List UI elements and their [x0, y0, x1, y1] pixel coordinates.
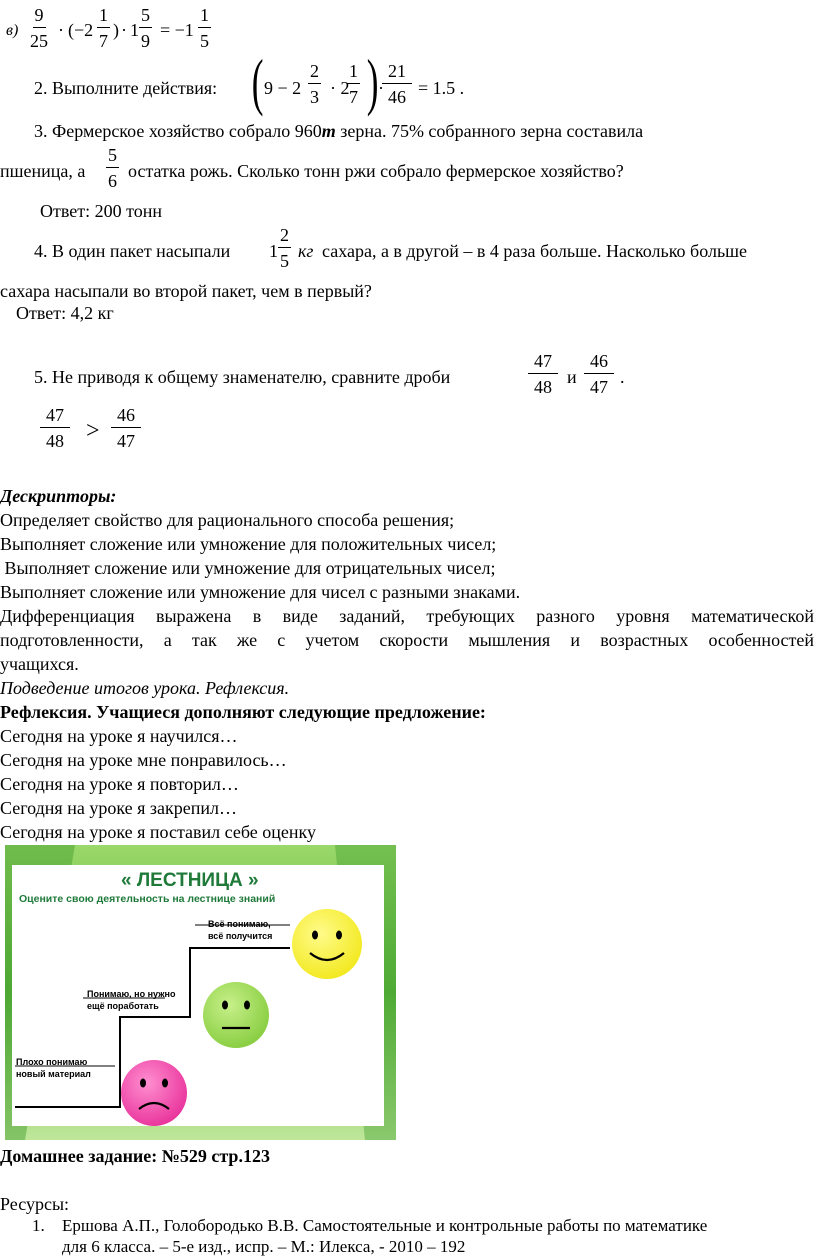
section-heading: Ресурсы:: [0, 1194, 70, 1214]
fraction: $\frac{1}{5}$: [200, 5, 209, 51]
fraction: $\frac{47}{48}$: [40, 406, 70, 450]
reference-line: Ершова А.П., Голобородько В.В. Самостоятельные и контрольные работы по математике: [62, 1216, 708, 1235]
fraction: $\frac{9}{25}$: [30, 5, 48, 51]
fraction: $\frac{5}{9}$: [141, 5, 150, 51]
whole-part: 1: [269, 241, 278, 261]
ladder-title: « ЛЕСТНИЦА »: [121, 870, 259, 891]
sad-face-icon: [121, 1060, 187, 1126]
fraction: $\frac{46}{47}$: [584, 352, 614, 396]
task-text: 5. Не приводя к общему знаменателю, сравните дроби: [34, 367, 451, 387]
expr-close: ): [113, 20, 119, 40]
dot-operator: ·: [378, 78, 384, 98]
big-paren-close: ): [366, 46, 379, 117]
homework: Домашнее задание: №529 стр.123: [0, 1146, 270, 1166]
dot-operator: ·: [121, 20, 127, 40]
task-text: 2. Выполните действия:: [34, 78, 218, 98]
ladder-image: [5, 845, 396, 1140]
task-text: остатка рожь. Сколько тонн ржи собрало фермерское хозяйство?: [128, 161, 624, 181]
answer: Ответ: 4,2 кг: [16, 303, 114, 323]
section-heading: Дескрипторы:: [0, 486, 117, 506]
fraction: $\frac{47}{48}$: [528, 352, 558, 396]
list-item: Сегодня на уроке мне понравилось…: [0, 750, 287, 770]
level-label-middle: Понимаю, но нужно ещё поработать: [87, 989, 176, 1011]
list-item: Сегодня на уроке я закрепил…: [0, 798, 237, 818]
task-text: пшеница, а: [0, 161, 86, 181]
dot-operator: ·: [58, 20, 64, 40]
answer: Ответ: 200 тонн: [40, 201, 163, 221]
ladder-subtitle: Оцените свою деятельность на лестнице знаний: [19, 893, 276, 905]
reference-line: для 6 класса. – 5-е изд., испр. – М.: Илекса, - 2010 – 192: [62, 1237, 466, 1256]
fraction: $\frac{1}{7}$: [99, 5, 108, 51]
big-paren-open: (: [251, 46, 264, 117]
happy-face-icon: [292, 909, 362, 979]
level-label-top: Всё понимаю, всё получится: [208, 919, 273, 941]
list-item: Выполняет сложение или умножение для отрицательных чисел;: [0, 558, 496, 578]
paragraph-line: подготовленности, а так же с учетом скорости мышления и возрастных особенностей: [0, 630, 814, 650]
level-label-bottom: Плохо понимаю новый материал: [16, 1057, 91, 1079]
section-heading: Рефлексия. Учащиеся дополняют следующие предложение:: [0, 702, 486, 722]
fraction: $\frac{2}{5}$: [280, 225, 289, 271]
fraction: $\frac{1}{7}$: [349, 61, 358, 107]
task-text: 4. В один пакет насыпали: [34, 241, 231, 261]
list-item: Сегодня на уроке я научился…: [0, 726, 238, 746]
expr-open: (−2: [68, 20, 94, 40]
task-text: сахара, а в другой – в 4 раза больше. Насколько больше: [322, 241, 748, 261]
unit: кг: [298, 241, 314, 261]
fraction: $\frac{5}{6}$: [108, 145, 117, 191]
list-item: Выполняет сложение или умножение для чисел с разными знаками.: [0, 582, 521, 602]
list-item: Сегодня на уроке я повторил…: [0, 774, 239, 794]
section-heading: Подведение итогов урока. Рефлексия.: [0, 678, 290, 698]
example-label: в): [6, 22, 19, 39]
equals: = −1: [160, 20, 194, 40]
fraction: $\frac{2}{3}$: [310, 61, 319, 107]
conjunction: и: [567, 367, 577, 387]
greater-than: >: [86, 418, 100, 444]
task-text: 3. Фермерское хозяйство собрало 960т зерна. 75% собранного зерна составила: [34, 121, 644, 141]
list-item: Определяет свойство для рационального способа решения;: [0, 510, 455, 530]
list-number: 1.: [32, 1216, 45, 1235]
task-text: сахара насыпали во второй пакет, чем в первый?: [0, 281, 372, 301]
result: = 1.5 .: [418, 78, 465, 98]
paragraph-line: Дифференциация выражена в виде заданий, требующих разного уровня математической: [0, 606, 814, 626]
expr-part: · 2: [330, 78, 350, 98]
list-item: Выполняет сложение или умножение для положительных чисел;: [0, 534, 497, 554]
neutral-face-icon: [203, 982, 269, 1048]
period: .: [620, 367, 625, 387]
fraction: $\frac{21}{46}$: [382, 62, 412, 106]
fraction: $\frac{46}{47}$: [111, 406, 141, 450]
paragraph-line: учащихся.: [0, 654, 79, 674]
expr-part: 9 − 2: [264, 78, 302, 98]
list-item: Сегодня на уроке я поставил себе оценку: [0, 822, 317, 842]
whole-part: 1: [130, 20, 139, 40]
